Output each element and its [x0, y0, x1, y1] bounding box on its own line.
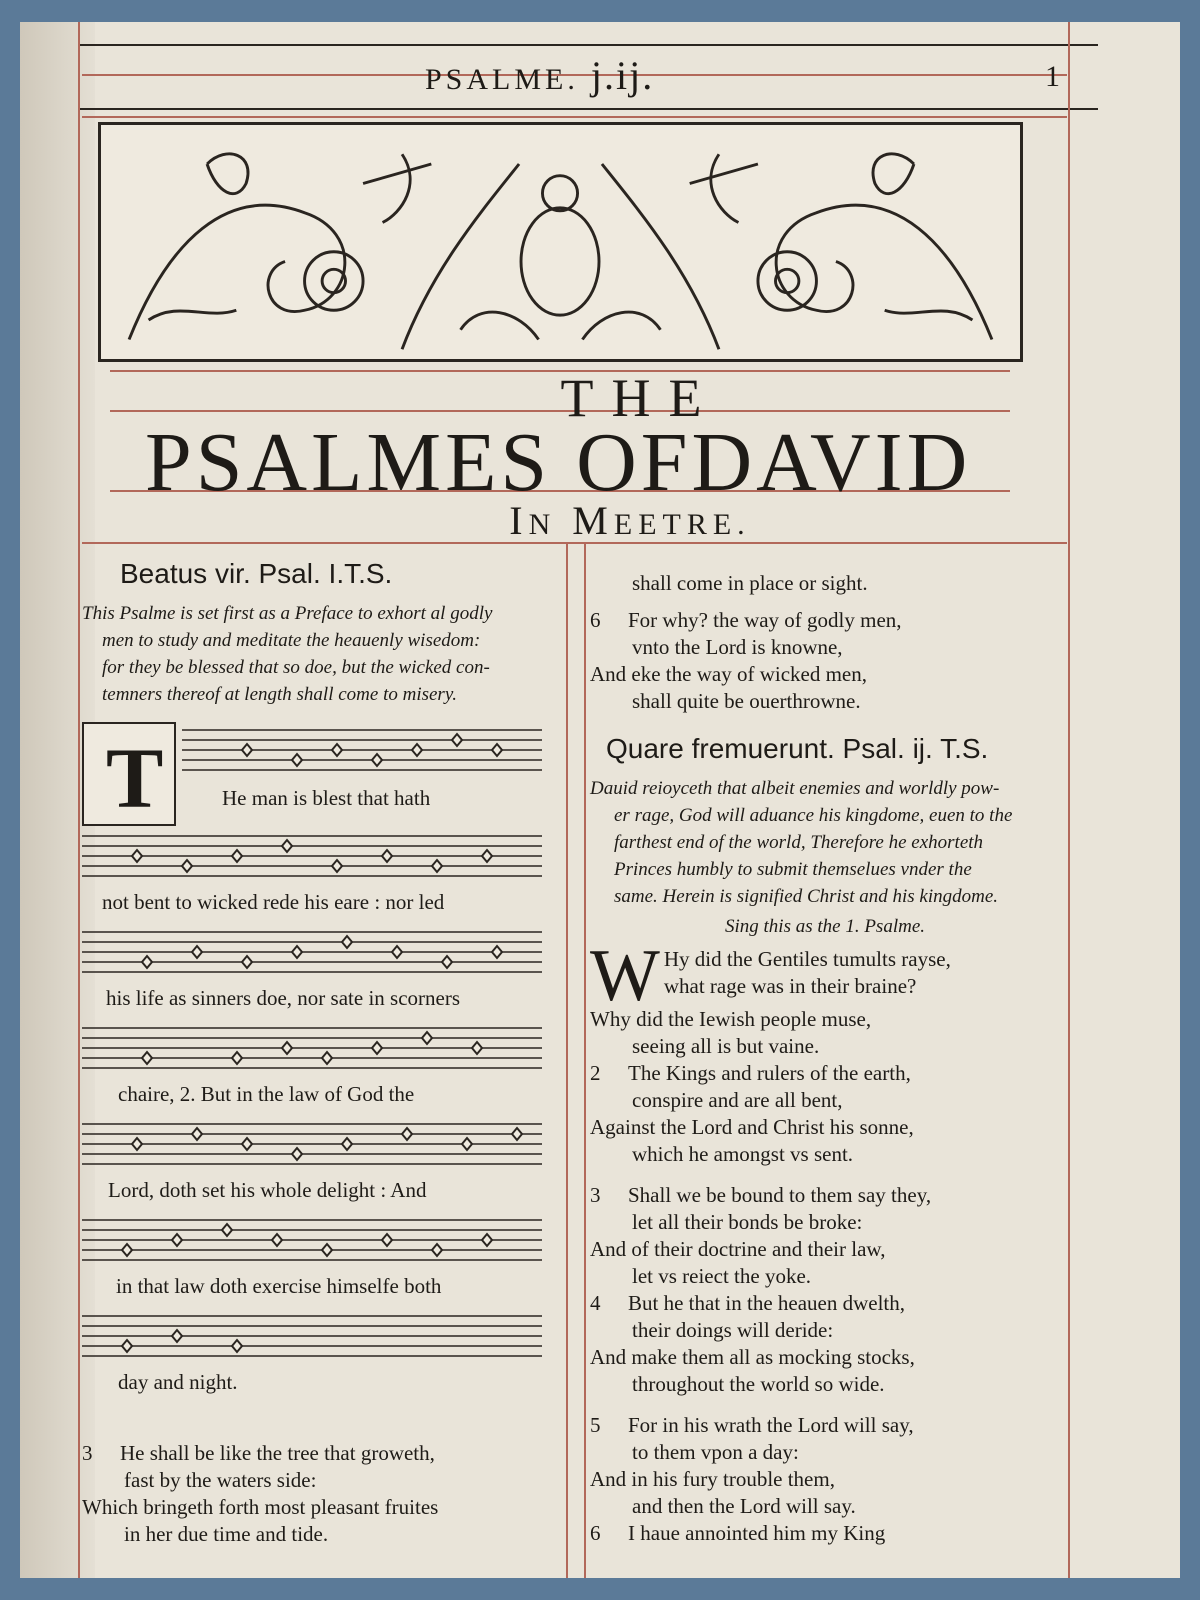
verse-3: 3 Shall we be bound to them say they, let all their bonds be broke: And of their doctrine and their law, let vs reiect the yoke.	[590, 1183, 932, 1288]
lyric-line: He man is blest that hath	[222, 786, 431, 810]
music-staff	[82, 924, 542, 1020]
left-column	[82, 552, 552, 1548]
lyric-line: not bent to wicked rede his eare : nor led	[102, 890, 445, 914]
verse-3: 3 He shall be like the tree that groweth, fast by the waters side: Which bringeth forth most pleasant fruites in her due time and tide.	[82, 1441, 439, 1546]
staff-lines	[182, 722, 542, 782]
header-rule	[78, 108, 1098, 110]
woodcut-ornament	[98, 122, 1023, 362]
ornament-image	[101, 125, 1020, 359]
music-staff	[82, 1116, 542, 1212]
right-margin-rule	[1068, 22, 1070, 1578]
initial-capital: T	[82, 722, 176, 826]
verse-1: W Hy did the Gentiles tumults rayse, what rage was in their braine? Why did the Iewish people muse, seeing all is but vaine.	[590, 946, 951, 1058]
music-staff	[82, 1212, 542, 1308]
music-staff	[82, 828, 542, 924]
verse-6-continued: 6 I haue annointed him my King	[590, 1521, 886, 1545]
book-page	[20, 22, 1180, 1578]
title-the: THE	[560, 368, 720, 428]
psalm-argument: This Psalme is set first as a Preface to exhort al godly men to study and meditate the heauenly wisedom: for they be blessed that so doe, but the wicked con- temners thereof at length shall come to misery.	[82, 603, 493, 705]
lyric-line: Lord, doth set his whole delight : And	[108, 1178, 427, 1202]
verse-2: 2 The Kings and rulers of the earth, conspire and are all bent, Against the Lord and Christ his sonne, which he amongst vs sent.	[590, 1061, 914, 1166]
music-notation	[82, 722, 552, 1442]
title-subtitle: IN MEETRE.	[509, 498, 751, 543]
top-rule	[78, 44, 1098, 46]
continued-line: shall come in place or sight.	[632, 571, 868, 595]
verse-6: 6 For why? the way of godly men, vnto the Lord is knowne, And eke the way of wicked men, shall quite be ouerthrowne.	[590, 608, 902, 713]
verse-4: 4 But he that in the heauen dwelth, their doings will deride: And make them all as mocking stocks, throughout the world so wide.	[590, 1291, 915, 1396]
music-staff	[182, 722, 542, 818]
page-title: PSALMES OFDAVID	[145, 416, 972, 509]
left-margin-rule	[78, 22, 80, 1578]
drop-initial: W	[590, 946, 660, 1006]
psalm-argument: Dauid reioyceth that albeit enemies and worldly pow- er rage, God will aduance his kingdome, euen to the farthest end of the world, Therefore he exhorteth Princes humbly to submit themselues vnder the same. Herein is signified Christ and his kingdome.	[590, 778, 1013, 907]
lyric-line: chaire, 2. But in the law of God the	[118, 1082, 415, 1106]
running-head: PSALME. j.ij.	[425, 53, 655, 98]
right-column	[590, 552, 1060, 1547]
column-rule	[566, 542, 568, 1578]
lyric-line: in that law doth exercise himselfe both	[116, 1274, 442, 1298]
column-rule	[584, 542, 586, 1578]
psalm-heading: Quare fremuerunt. Psal. ij. T.S.	[606, 733, 989, 764]
tune-direction: Sing this as the 1. Psalme.	[724, 916, 926, 937]
psalm-heading: Beatus vir. Psal. I.T.S.	[120, 558, 393, 589]
lyric-line: day and night.	[118, 1370, 238, 1394]
verse-5: 5 For in his wrath the Lord will say, to them vpon a day: And in his fury trouble them, and then the Lord will say.	[590, 1413, 914, 1518]
red-rule	[82, 116, 1067, 118]
music-staff	[82, 1020, 542, 1116]
music-staff	[82, 1308, 542, 1404]
lyric-line: his life as sinners doe, nor sate in scorners	[106, 986, 460, 1010]
folio-number: 1	[1045, 60, 1060, 93]
